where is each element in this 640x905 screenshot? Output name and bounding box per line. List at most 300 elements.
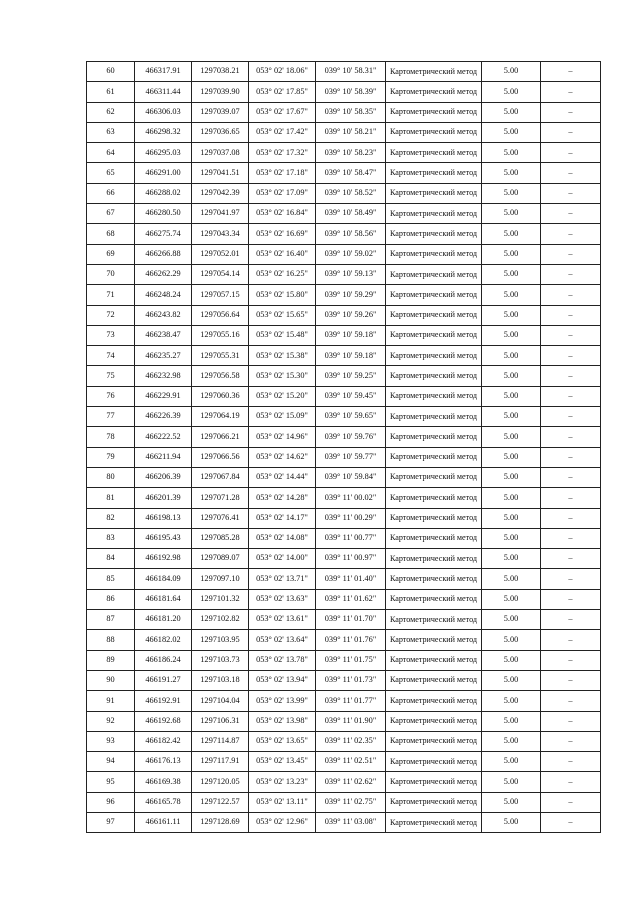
y-coordinate-cell: 1297036.65 <box>192 122 249 142</box>
accuracy-cell: 5.00 <box>482 447 541 467</box>
y-coordinate-cell: 1297103.95 <box>192 630 249 650</box>
y-coordinate-cell: 1297060.36 <box>192 386 249 406</box>
point-number-cell: 66 <box>87 183 135 203</box>
y-coordinate-cell: 1297055.31 <box>192 346 249 366</box>
point-number-cell: 67 <box>87 204 135 224</box>
description-cell: – <box>541 610 601 630</box>
description-cell: – <box>541 122 601 142</box>
table-row <box>87 772 601 792</box>
x-coordinate-cell: 466235.27 <box>135 346 192 366</box>
y-coordinate-cell: 1297104.04 <box>192 691 249 711</box>
latitude-cell: 053° 02' 14.62" <box>249 447 316 467</box>
method-cell: Картометрический метод <box>386 630 482 650</box>
y-coordinate-cell: 1297102.82 <box>192 610 249 630</box>
accuracy-cell: 5.00 <box>482 569 541 589</box>
table-row <box>87 285 601 305</box>
x-coordinate-cell: 466275.74 <box>135 224 192 244</box>
accuracy-cell: 5.00 <box>482 224 541 244</box>
table-row <box>87 508 601 528</box>
point-number-cell: 94 <box>87 752 135 772</box>
table-row <box>87 650 601 670</box>
y-coordinate-cell: 1297041.97 <box>192 204 249 224</box>
latitude-cell: 053° 02' 15.38" <box>249 346 316 366</box>
longitude-cell: 039° 11' 00.77" <box>316 528 386 548</box>
description-cell: – <box>541 224 601 244</box>
latitude-cell: 053° 02' 17.67" <box>249 102 316 122</box>
longitude-cell: 039° 10' 59.02" <box>316 244 386 264</box>
method-cell: Картометрический метод <box>386 589 482 609</box>
point-number-cell: 77 <box>87 407 135 427</box>
x-coordinate-cell: 466222.52 <box>135 427 192 447</box>
y-coordinate-cell: 1297106.31 <box>192 711 249 731</box>
accuracy-cell: 5.00 <box>482 650 541 670</box>
point-number-cell: 60 <box>87 62 135 82</box>
method-cell: Картометрический метод <box>386 366 482 386</box>
latitude-cell: 053° 02' 16.25" <box>249 264 316 284</box>
description-cell: – <box>541 752 601 772</box>
longitude-cell: 039° 11' 02.62" <box>316 772 386 792</box>
x-coordinate-cell: 466266.88 <box>135 244 192 264</box>
x-coordinate-cell: 466165.78 <box>135 792 192 812</box>
y-coordinate-cell: 1297071.28 <box>192 488 249 508</box>
method-cell: Картометрический метод <box>386 386 482 406</box>
accuracy-cell: 5.00 <box>482 589 541 609</box>
method-cell: Картометрический метод <box>386 812 482 832</box>
accuracy-cell: 5.00 <box>482 630 541 650</box>
method-cell: Картометрический метод <box>386 163 482 183</box>
latitude-cell: 053° 02' 14.17" <box>249 508 316 528</box>
x-coordinate-cell: 466201.39 <box>135 488 192 508</box>
description-cell: – <box>541 528 601 548</box>
longitude-cell: 039° 10' 58.31" <box>316 62 386 82</box>
accuracy-cell: 5.00 <box>482 325 541 345</box>
point-number-cell: 72 <box>87 305 135 325</box>
x-coordinate-cell: 466295.03 <box>135 143 192 163</box>
table-row <box>87 62 601 82</box>
method-cell: Картометрический метод <box>386 204 482 224</box>
latitude-cell: 053° 02' 16.40" <box>249 244 316 264</box>
longitude-cell: 039° 11' 02.75" <box>316 792 386 812</box>
table-row <box>87 244 601 264</box>
longitude-cell: 039° 10' 59.84" <box>316 467 386 487</box>
y-coordinate-cell: 1297120.05 <box>192 772 249 792</box>
description-cell: – <box>541 508 601 528</box>
accuracy-cell: 5.00 <box>482 549 541 569</box>
table-row <box>87 183 601 203</box>
coordinates-table <box>86 61 601 833</box>
y-coordinate-cell: 1297038.21 <box>192 62 249 82</box>
latitude-cell: 053° 02' 12.96" <box>249 812 316 832</box>
method-cell: Картометрический метод <box>386 711 482 731</box>
method-cell: Картометрический метод <box>386 325 482 345</box>
point-number-cell: 83 <box>87 528 135 548</box>
description-cell: – <box>541 670 601 690</box>
description-cell: – <box>541 812 601 832</box>
description-cell: – <box>541 346 601 366</box>
method-cell: Картометрический метод <box>386 143 482 163</box>
point-number-cell: 62 <box>87 102 135 122</box>
longitude-cell: 039° 10' 59.18" <box>316 325 386 345</box>
accuracy-cell: 5.00 <box>482 812 541 832</box>
y-coordinate-cell: 1297076.41 <box>192 508 249 528</box>
table-row <box>87 386 601 406</box>
description-cell: – <box>541 549 601 569</box>
description-cell: – <box>541 264 601 284</box>
table-row <box>87 528 601 548</box>
x-coordinate-cell: 466288.02 <box>135 183 192 203</box>
accuracy-cell: 5.00 <box>482 143 541 163</box>
accuracy-cell: 5.00 <box>482 711 541 731</box>
latitude-cell: 053° 02' 13.98" <box>249 711 316 731</box>
description-cell: – <box>541 731 601 751</box>
accuracy-cell: 5.00 <box>482 386 541 406</box>
description-cell: – <box>541 427 601 447</box>
x-coordinate-cell: 466306.03 <box>135 102 192 122</box>
x-coordinate-cell: 466238.47 <box>135 325 192 345</box>
longitude-cell: 039° 11' 01.40" <box>316 569 386 589</box>
longitude-cell: 039° 11' 01.90" <box>316 711 386 731</box>
table-row <box>87 630 601 650</box>
description-cell: – <box>541 325 601 345</box>
y-coordinate-cell: 1297037.08 <box>192 143 249 163</box>
x-coordinate-cell: 466206.39 <box>135 467 192 487</box>
latitude-cell: 053° 02' 15.09" <box>249 407 316 427</box>
y-coordinate-cell: 1297117.91 <box>192 752 249 772</box>
table-row <box>87 752 601 772</box>
accuracy-cell: 5.00 <box>482 772 541 792</box>
x-coordinate-cell: 466176.13 <box>135 752 192 772</box>
x-coordinate-cell: 466192.98 <box>135 549 192 569</box>
accuracy-cell: 5.00 <box>482 264 541 284</box>
method-cell: Картометрический метод <box>386 183 482 203</box>
latitude-cell: 053° 02' 13.94" <box>249 670 316 690</box>
x-coordinate-cell: 466232.98 <box>135 366 192 386</box>
point-number-cell: 80 <box>87 467 135 487</box>
description-cell: – <box>541 630 601 650</box>
point-number-cell: 64 <box>87 143 135 163</box>
latitude-cell: 053° 02' 13.64" <box>249 630 316 650</box>
description-cell: – <box>541 163 601 183</box>
latitude-cell: 053° 02' 13.99" <box>249 691 316 711</box>
point-number-cell: 79 <box>87 447 135 467</box>
longitude-cell: 039° 10' 58.39" <box>316 82 386 102</box>
method-cell: Картометрический метод <box>386 407 482 427</box>
table-row <box>87 325 601 345</box>
accuracy-cell: 5.00 <box>482 670 541 690</box>
latitude-cell: 053° 02' 15.20" <box>249 386 316 406</box>
accuracy-cell: 5.00 <box>482 792 541 812</box>
description-cell: – <box>541 488 601 508</box>
method-cell: Картометрический метод <box>386 752 482 772</box>
point-number-cell: 69 <box>87 244 135 264</box>
y-coordinate-cell: 1297042.39 <box>192 183 249 203</box>
latitude-cell: 053° 02' 13.63" <box>249 589 316 609</box>
description-cell: – <box>541 102 601 122</box>
method-cell: Картометрический метод <box>386 772 482 792</box>
latitude-cell: 053° 02' 13.23" <box>249 772 316 792</box>
accuracy-cell: 5.00 <box>482 102 541 122</box>
longitude-cell: 039° 10' 58.52" <box>316 183 386 203</box>
point-number-cell: 75 <box>87 366 135 386</box>
longitude-cell: 039° 11' 00.02" <box>316 488 386 508</box>
table-row <box>87 346 601 366</box>
longitude-cell: 039° 10' 59.18" <box>316 346 386 366</box>
point-number-cell: 90 <box>87 670 135 690</box>
accuracy-cell: 5.00 <box>482 508 541 528</box>
table-row <box>87 569 601 589</box>
y-coordinate-cell: 1297101.32 <box>192 589 249 609</box>
accuracy-cell: 5.00 <box>482 488 541 508</box>
accuracy-cell: 5.00 <box>482 305 541 325</box>
longitude-cell: 039° 11' 01.75" <box>316 650 386 670</box>
description-cell: – <box>541 366 601 386</box>
x-coordinate-cell: 466243.82 <box>135 305 192 325</box>
latitude-cell: 053° 02' 15.80" <box>249 285 316 305</box>
longitude-cell: 039° 10' 58.49" <box>316 204 386 224</box>
x-coordinate-cell: 466198.13 <box>135 508 192 528</box>
point-number-cell: 61 <box>87 82 135 102</box>
description-cell: – <box>541 447 601 467</box>
y-coordinate-cell: 1297128.69 <box>192 812 249 832</box>
x-coordinate-cell: 466184.09 <box>135 569 192 589</box>
table-row <box>87 812 601 832</box>
description-cell: – <box>541 650 601 670</box>
y-coordinate-cell: 1297052.01 <box>192 244 249 264</box>
y-coordinate-cell: 1297054.14 <box>192 264 249 284</box>
point-number-cell: 97 <box>87 812 135 832</box>
method-cell: Картометрический метод <box>386 549 482 569</box>
latitude-cell: 053° 02' 17.32" <box>249 143 316 163</box>
method-cell: Картометрический метод <box>386 528 482 548</box>
method-cell: Картометрический метод <box>386 792 482 812</box>
latitude-cell: 053° 02' 17.09" <box>249 183 316 203</box>
x-coordinate-cell: 466311.44 <box>135 82 192 102</box>
x-coordinate-cell: 466248.24 <box>135 285 192 305</box>
method-cell: Картометрический метод <box>386 244 482 264</box>
accuracy-cell: 5.00 <box>482 467 541 487</box>
point-number-cell: 89 <box>87 650 135 670</box>
accuracy-cell: 5.00 <box>482 366 541 386</box>
accuracy-cell: 5.00 <box>482 752 541 772</box>
y-coordinate-cell: 1297056.58 <box>192 366 249 386</box>
point-number-cell: 88 <box>87 630 135 650</box>
description-cell: – <box>541 792 601 812</box>
point-number-cell: 93 <box>87 731 135 751</box>
longitude-cell: 039° 10' 58.47" <box>316 163 386 183</box>
table-row <box>87 102 601 122</box>
longitude-cell: 039° 10' 59.77" <box>316 447 386 467</box>
description-cell: – <box>541 143 601 163</box>
accuracy-cell: 5.00 <box>482 346 541 366</box>
table-row <box>87 711 601 731</box>
latitude-cell: 053° 02' 16.69" <box>249 224 316 244</box>
accuracy-cell: 5.00 <box>482 610 541 630</box>
description-cell: – <box>541 62 601 82</box>
latitude-cell: 053° 02' 18.06" <box>249 62 316 82</box>
latitude-cell: 053° 02' 15.30" <box>249 366 316 386</box>
table-row <box>87 731 601 751</box>
point-number-cell: 70 <box>87 264 135 284</box>
latitude-cell: 053° 02' 13.45" <box>249 752 316 772</box>
method-cell: Картометрический метод <box>386 62 482 82</box>
table-row <box>87 264 601 284</box>
x-coordinate-cell: 466280.50 <box>135 204 192 224</box>
point-number-cell: 65 <box>87 163 135 183</box>
table-row <box>87 691 601 711</box>
method-cell: Картометрический метод <box>386 508 482 528</box>
description-cell: – <box>541 569 601 589</box>
description-cell: – <box>541 285 601 305</box>
description-cell: – <box>541 305 601 325</box>
y-coordinate-cell: 1297043.34 <box>192 224 249 244</box>
x-coordinate-cell: 466317.91 <box>135 62 192 82</box>
point-number-cell: 63 <box>87 122 135 142</box>
longitude-cell: 039° 10' 58.35" <box>316 102 386 122</box>
y-coordinate-cell: 1297114.87 <box>192 731 249 751</box>
longitude-cell: 039° 11' 01.62" <box>316 589 386 609</box>
latitude-cell: 053° 02' 14.96" <box>249 427 316 447</box>
latitude-cell: 053° 02' 14.08" <box>249 528 316 548</box>
point-number-cell: 71 <box>87 285 135 305</box>
y-coordinate-cell: 1297056.64 <box>192 305 249 325</box>
method-cell: Картометрический метод <box>386 285 482 305</box>
x-coordinate-cell: 466229.91 <box>135 386 192 406</box>
y-coordinate-cell: 1297103.73 <box>192 650 249 670</box>
latitude-cell: 053° 02' 13.11" <box>249 792 316 812</box>
latitude-cell: 053° 02' 13.78" <box>249 650 316 670</box>
x-coordinate-cell: 466192.91 <box>135 691 192 711</box>
table-row <box>87 589 601 609</box>
method-cell: Картометрический метод <box>386 224 482 244</box>
latitude-cell: 053° 02' 14.00" <box>249 549 316 569</box>
point-number-cell: 68 <box>87 224 135 244</box>
latitude-cell: 053° 02' 17.18" <box>249 163 316 183</box>
longitude-cell: 039° 10' 59.29" <box>316 285 386 305</box>
method-cell: Картометрический метод <box>386 650 482 670</box>
point-number-cell: 85 <box>87 569 135 589</box>
table-row <box>87 224 601 244</box>
x-coordinate-cell: 466195.43 <box>135 528 192 548</box>
method-cell: Картометрический метод <box>386 264 482 284</box>
longitude-cell: 039° 10' 59.76" <box>316 427 386 447</box>
description-cell: – <box>541 82 601 102</box>
latitude-cell: 053° 02' 15.48" <box>249 325 316 345</box>
x-coordinate-cell: 466181.20 <box>135 610 192 630</box>
point-number-cell: 86 <box>87 589 135 609</box>
point-number-cell: 73 <box>87 325 135 345</box>
x-coordinate-cell: 466226.39 <box>135 407 192 427</box>
description-cell: – <box>541 711 601 731</box>
table-row <box>87 204 601 224</box>
longitude-cell: 039° 10' 59.26" <box>316 305 386 325</box>
point-number-cell: 95 <box>87 772 135 792</box>
method-cell: Картометрический метод <box>386 670 482 690</box>
method-cell: Картометрический метод <box>386 305 482 325</box>
point-number-cell: 96 <box>87 792 135 812</box>
point-number-cell: 87 <box>87 610 135 630</box>
method-cell: Картометрический метод <box>386 122 482 142</box>
latitude-cell: 053° 02' 15.65" <box>249 305 316 325</box>
accuracy-cell: 5.00 <box>482 427 541 447</box>
y-coordinate-cell: 1297089.07 <box>192 549 249 569</box>
y-coordinate-cell: 1297039.90 <box>192 82 249 102</box>
y-coordinate-cell: 1297122.57 <box>192 792 249 812</box>
method-cell: Картометрический метод <box>386 467 482 487</box>
table-row <box>87 792 601 812</box>
method-cell: Картометрический метод <box>386 427 482 447</box>
x-coordinate-cell: 466298.32 <box>135 122 192 142</box>
table-body <box>87 62 601 833</box>
point-number-cell: 76 <box>87 386 135 406</box>
accuracy-cell: 5.00 <box>482 62 541 82</box>
x-coordinate-cell: 466186.24 <box>135 650 192 670</box>
description-cell: – <box>541 407 601 427</box>
description-cell: – <box>541 589 601 609</box>
table-row <box>87 143 601 163</box>
x-coordinate-cell: 466182.02 <box>135 630 192 650</box>
point-number-cell: 92 <box>87 711 135 731</box>
latitude-cell: 053° 02' 16.84" <box>249 204 316 224</box>
point-number-cell: 84 <box>87 549 135 569</box>
longitude-cell: 039° 10' 59.25" <box>316 366 386 386</box>
y-coordinate-cell: 1297067.84 <box>192 467 249 487</box>
y-coordinate-cell: 1297064.19 <box>192 407 249 427</box>
y-coordinate-cell: 1297039.07 <box>192 102 249 122</box>
accuracy-cell: 5.00 <box>482 407 541 427</box>
table-row <box>87 82 601 102</box>
table-row <box>87 163 601 183</box>
y-coordinate-cell: 1297066.21 <box>192 427 249 447</box>
longitude-cell: 039° 11' 03.08" <box>316 812 386 832</box>
x-coordinate-cell: 466169.38 <box>135 772 192 792</box>
description-cell: – <box>541 386 601 406</box>
longitude-cell: 039° 11' 01.73" <box>316 670 386 690</box>
y-coordinate-cell: 1297066.56 <box>192 447 249 467</box>
y-coordinate-cell: 1297103.18 <box>192 670 249 690</box>
accuracy-cell: 5.00 <box>482 528 541 548</box>
accuracy-cell: 5.00 <box>482 731 541 751</box>
method-cell: Картометрический метод <box>386 82 482 102</box>
table-row <box>87 407 601 427</box>
table-row <box>87 610 601 630</box>
method-cell: Картометрический метод <box>386 447 482 467</box>
table-row <box>87 488 601 508</box>
description-cell: – <box>541 467 601 487</box>
point-number-cell: 78 <box>87 427 135 447</box>
accuracy-cell: 5.00 <box>482 285 541 305</box>
table-row <box>87 670 601 690</box>
y-coordinate-cell: 1297055.16 <box>192 325 249 345</box>
x-coordinate-cell: 466161.11 <box>135 812 192 832</box>
x-coordinate-cell: 466291.00 <box>135 163 192 183</box>
latitude-cell: 053° 02' 13.65" <box>249 731 316 751</box>
longitude-cell: 039° 10' 59.13" <box>316 264 386 284</box>
x-coordinate-cell: 466182.42 <box>135 731 192 751</box>
latitude-cell: 053° 02' 14.44" <box>249 467 316 487</box>
accuracy-cell: 5.00 <box>482 204 541 224</box>
accuracy-cell: 5.00 <box>482 691 541 711</box>
x-coordinate-cell: 466192.68 <box>135 711 192 731</box>
accuracy-cell: 5.00 <box>482 183 541 203</box>
longitude-cell: 039° 11' 00.29" <box>316 508 386 528</box>
point-number-cell: 82 <box>87 508 135 528</box>
table-row <box>87 447 601 467</box>
latitude-cell: 053° 02' 17.42" <box>249 122 316 142</box>
method-cell: Картометрический метод <box>386 488 482 508</box>
longitude-cell: 039° 11' 01.76" <box>316 630 386 650</box>
longitude-cell: 039° 11' 01.77" <box>316 691 386 711</box>
y-coordinate-cell: 1297041.51 <box>192 163 249 183</box>
